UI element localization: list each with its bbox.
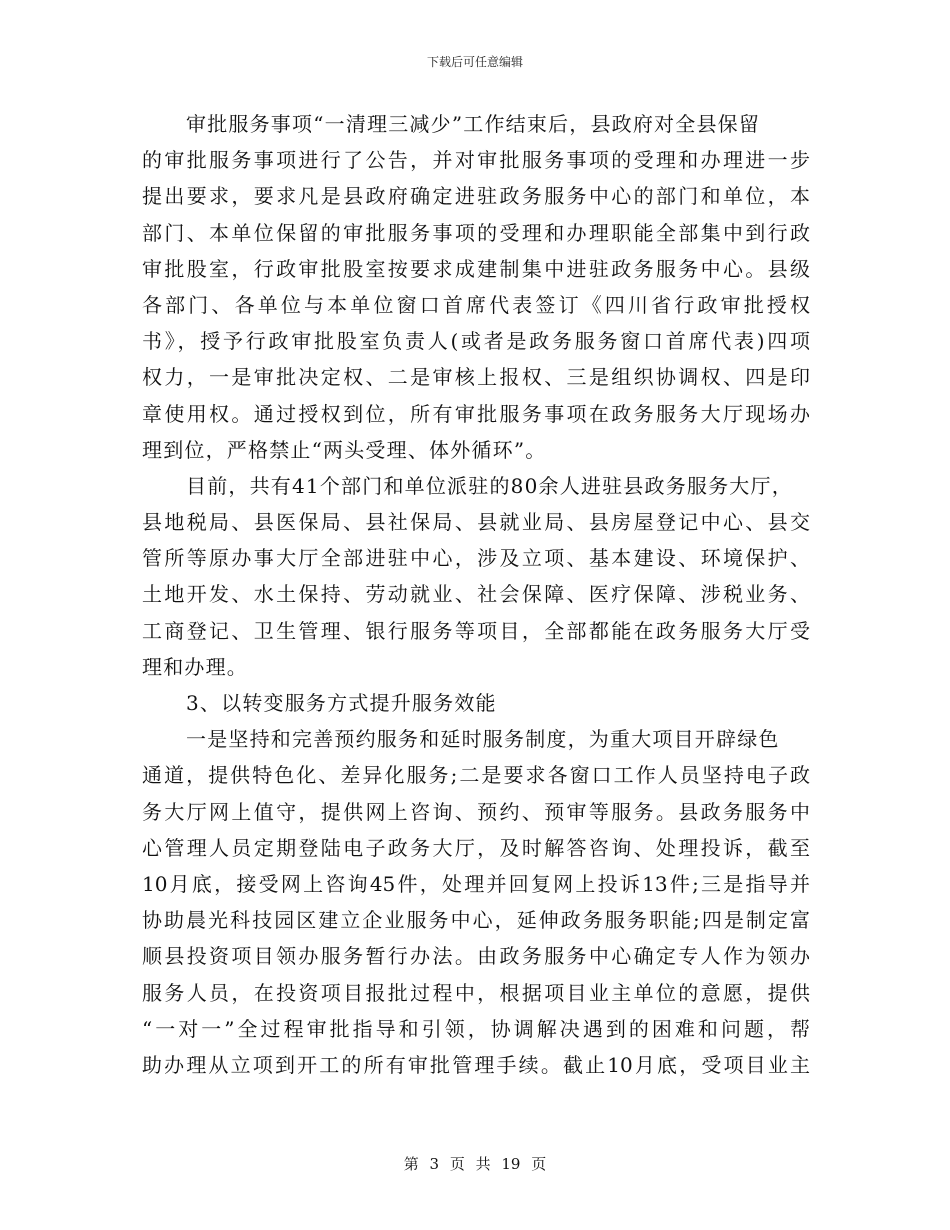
text-line: 顺县投资项目领办服务暂行办法。由政务服务中心确定专人作为领办 (142, 944, 810, 969)
text-line: 县地税局、县医保局、县社保局、县就业局、县房屋登记中心、县交 (142, 510, 810, 535)
text-line: 提出要求，要求凡是县政府确定进驻政务服务中心的部门和单位，本 (142, 184, 810, 209)
text-line: 一是坚持和完善预约服务和延时服务制度，为重大项目开辟绿色 (186, 727, 780, 752)
text-line: 理到位，严格禁止“两头受理、体外循环”。 (142, 437, 547, 462)
body-text (142, 106, 810, 1083)
text-line: 通道，提供特色化、差异化服务;二是要求各窗口工作人员坚持电子政 (142, 763, 810, 788)
text-line: 助办理从立项到开工的所有审批管理手续。截止10月底，受项目业主 (142, 1052, 810, 1077)
text-line: 心管理人员定期登陆电子政务大厅，及时解答咨询、处理投诉，截至 (142, 835, 810, 860)
text-line: 审批服务事项“一清理三减少”工作结束后，县政府对全县保留 (186, 112, 761, 136)
text-line: 服务人员，在投资项目报批过程中，根据项目业主单位的意愿，提供 (142, 980, 810, 1005)
text-line: 书》，授予行政审批股室负责人(或者是政务服务窗口首席代表)四项 (142, 329, 810, 354)
text-line: “一对一”全过程审批指导和引领，协调解决遇到的困难和问题，帮 (142, 1016, 810, 1041)
text-line: 10月底，接受网上咨询45件，处理并回复网上投诉13件;三是指导并 (142, 871, 810, 896)
page-number-footer: 第 3 页 共 19 页 (403, 1155, 547, 1173)
text-line: 土地开发、水土保持、劳动就业、社会保障、医疗保障、涉税业务、 (142, 582, 810, 607)
page-header: 下载后可任意编辑 (426, 55, 523, 69)
text-line: 工商登记、卫生管理、银行服务等项目，全部都能在政务服务大厅受 (142, 618, 810, 643)
text-line: 各部门、各单位与本单位窗口首席代表签订《四川省行政审批授权 (142, 292, 810, 317)
section-heading: 3、以转变服务方式提升服务效能 (186, 691, 497, 715)
text-line: 目前，共有41个部门和单位派驻的80余人进驻县政务服务大厅， (186, 473, 793, 498)
text-line: 管所等原办事大厅全部进驻中心，涉及立项、基本建设、环境保护、 (142, 546, 810, 571)
text-line: 理和办理。 (142, 654, 248, 679)
text-line: 审批股室，行政审批股室按要求成建制集中进驻政务服务中心。县级 (142, 256, 810, 281)
text-line: 的审批服务事项进行了公告，并对审批服务事项的受理和办理进一步 (142, 148, 810, 173)
text-line: 部门、本单位保留的审批服务事项的受理和办理职能全部集中到行政 (142, 220, 810, 245)
text-line: 协助晨光科技园区建立企业服务中心，延伸政务服务职能;四是制定富 (142, 908, 810, 933)
text-line: 务大厅网上值守，提供网上咨询、预约、预审等服务。县政务服务中 (142, 799, 810, 824)
text-line: 章使用权。通过授权到位，所有审批服务事项在政务服务大厅现场办 (142, 401, 810, 426)
text-line: 权力，一是审批决定权、二是审核上报权、三是组织协调权、四是印 (142, 365, 810, 390)
